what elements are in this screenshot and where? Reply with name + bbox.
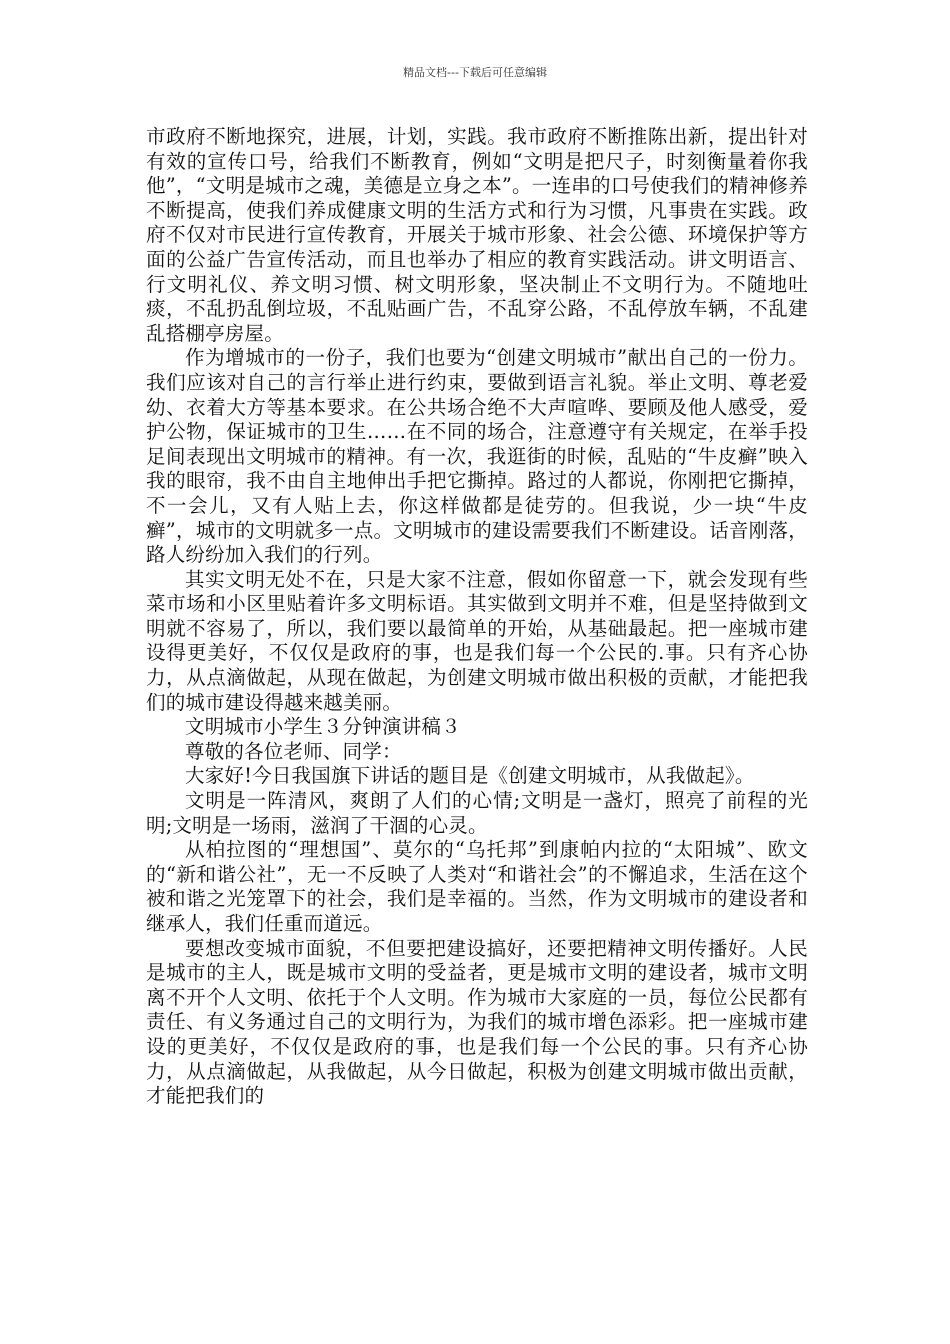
speech-title: 文明城市小学生３分钟演讲稿３ xyxy=(185,715,461,739)
paragraph-2: 作为增城市的一份子，我们也要为“创建文明城市”献出自己的一份力。我们应该对自己的言行举止进行约束，要做到语言礼貌。举止文明、尊老爱幼、衣着大方等基本要求。在公共场合绝不大声喧哗、要顾及他人感受，爱护公物，保证城市的卫生……在不同的场合，注意遵守有关规定，在举手投足间表现出文明城市的精神。有一次，我逛街的时候，乱贴的“牛皮癣”映入我的眼帘，我不由自主地伸出手把它撕掉。路过的人都说，你刚把它撕掉，不一会儿，又有人贴上去，你这样做都是徒劳的。但我说，少一块“牛皮癣”，城市的文明就多一点。文明城市的建设需要我们不断建设。话音刚落，路人纷纷加入我们的行列。 xyxy=(146,346,808,567)
page-header: 精品文档---下载后可任意编辑 xyxy=(403,66,547,79)
paragraph-history: 从柏拉图的“理想国”、莫尔的“乌托邦”到康帕内拉的“太阳城”、欧文的“新和谐公社”，无一不反映了人类对“和谐社会”的不懈追求，生活在这个被和谐之光笼罩下的社会，我们是幸福的。当然，作为文明城市的建设者和继承人，我们任重而道远。 xyxy=(146,838,808,935)
paragraph-metaphor: 文明是一阵清风，爽朗了人们的心情;文明是一盏灯，照亮了前程的光明;文明是一场雨，滋润了干涸的心灵。 xyxy=(146,789,808,837)
paragraph-1: 市政府不断地探究，进展，计划，实践。我市政府不断推陈出新，提出针对有效的宣传口号，给我们不断教育，例如“文明是把尺子，时刻衡量着你我他”，“文明是城市之魂，美德是立身之本”。一连串的口号使我们的精神修养不断提高，使我们养成健康文明的生活方式和行为习惯，凡事贵在实践。政府不仅对市民进行宣传教育，开展关于城市形象、社会公德、环境保护等方面的公益广告宣传活动，而且也举办了相应的教育实践活动。讲文明语言、行文明礼仪、养文明习惯、树文明形象，坚决制止不文明行为。不随地吐痰，不乱扔乱倒垃圾，不乱贴画广告，不乱穿公路，不乱停放车辆，不乱建乱搭棚亭房屋。 xyxy=(146,125,808,345)
paragraph-3: 其实文明无处不在，只是大家不注意，假如你留意一下，就会发现有些菜市场和小区里贴着许多文明标语。其实做到文明并不难，但是坚持做到文明就不容易了，所以，我们要以最简单的开始，从基础最起。把一座城市建设得更美好，不仅仅是政府的事，也是我们每一个公民的.事。只有齐心协力，从点滴做起，从现在做起，为创建文明城市做出积极的贡献，才能把我们的城市建设得越来越美丽。 xyxy=(146,567,808,714)
document-body xyxy=(146,125,808,1109)
paragraph-closing: 要想改变城市面貌，不但要把建设搞好，还要把精神文明传播好。人民是城市的主人，既是城市文明的受益者，更是城市文明的建设者，城市文明离不开个人文明、依托于个人文明。作为城市大家庭的一员，每位公民都有责任、有义务通过自己的文明行为，为我们的城市增色添彩。把一座城市建设的更美好，不仅仅是政府的事，也是我们每一个公民的事。只有齐心协力，从点滴做起，从我做起，从今日做起，积极为创建文明城市做出贡献，才能把我们的 xyxy=(146,936,808,1108)
salutation: 尊敬的各位老师、同学： xyxy=(185,739,402,763)
paragraph-greeting: 大家好!今日我国旗下讲话的题目是《创建文明城市，从我做起》。 xyxy=(185,764,755,788)
